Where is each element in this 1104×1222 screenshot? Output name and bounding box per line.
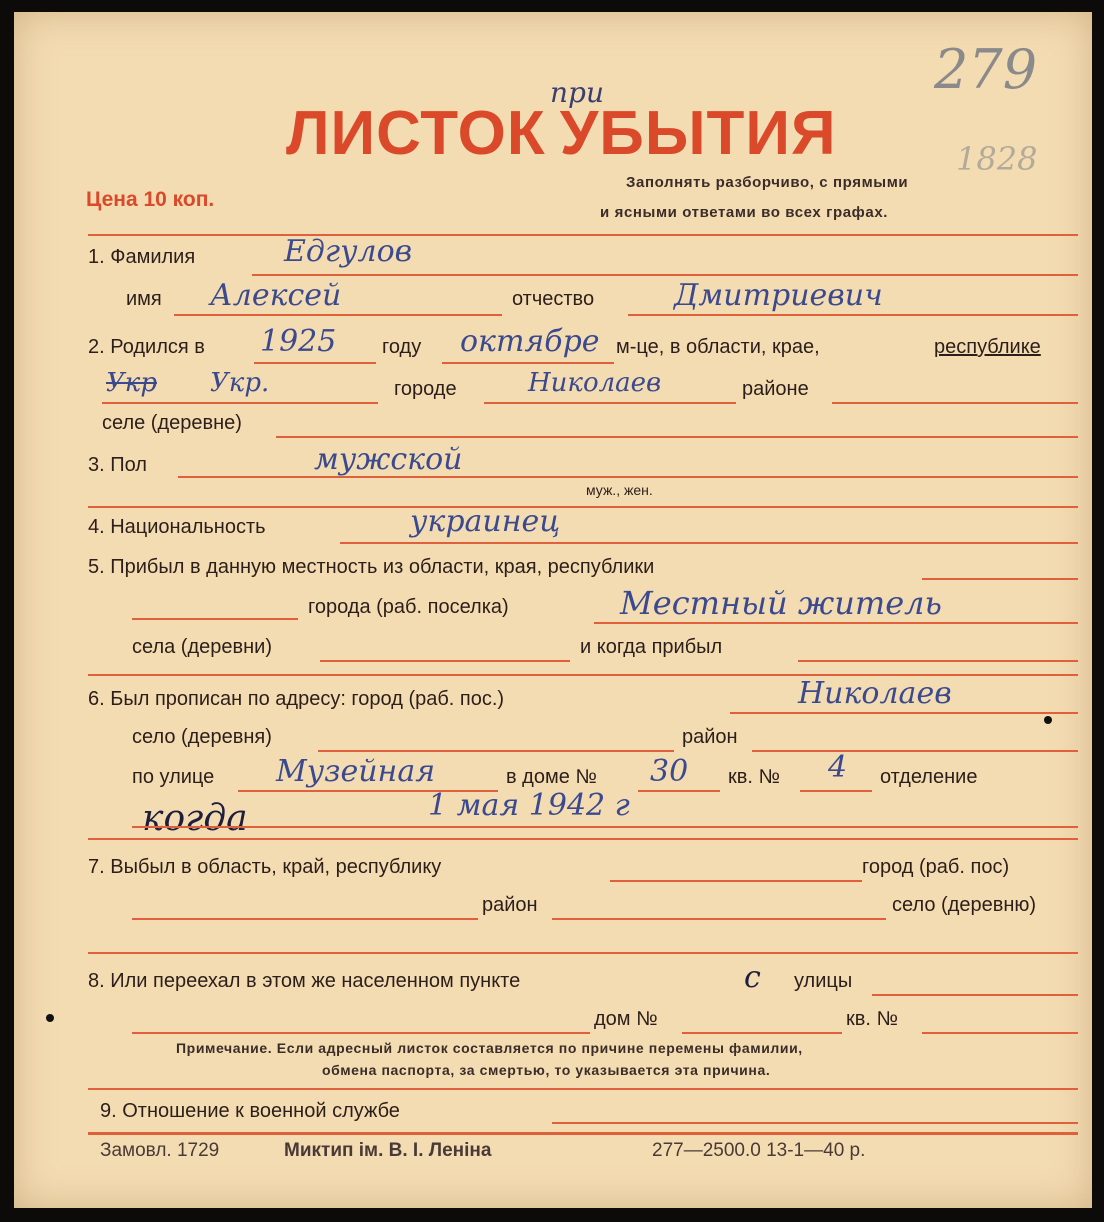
district-line xyxy=(832,402,1078,404)
nationality-value: украинец xyxy=(410,504,561,539)
birth-label: 2. Родился в xyxy=(88,336,205,358)
surname-label: 1. Фамилия xyxy=(88,246,196,268)
house-value: 30 xyxy=(650,754,689,789)
patronymic-label: отчество xyxy=(512,288,595,310)
ink-mark xyxy=(1044,716,1052,724)
birth-year-line xyxy=(254,362,376,364)
archive-number: 279 xyxy=(934,38,1038,101)
section3-divider xyxy=(88,506,1078,508)
moved-street-label: улицы xyxy=(794,970,853,992)
registered-city-value: Николаев xyxy=(798,676,952,711)
sex-label: 3. Пол xyxy=(88,454,147,476)
moved-apt-label: кв. № xyxy=(846,1008,898,1030)
instruction-line2: и ясными ответами во всех графах. xyxy=(600,204,889,221)
reg-village-line xyxy=(318,750,674,752)
departed-region-line xyxy=(610,880,862,882)
header-divider xyxy=(88,234,1078,236)
arrived-village-line xyxy=(320,660,570,662)
street-value: Музейная xyxy=(276,754,436,789)
village-line xyxy=(276,436,1078,438)
patronymic-value: Дмитриевич xyxy=(674,278,883,313)
arrived-when-label: и когда прибыл xyxy=(580,636,723,658)
nationality-line xyxy=(340,542,1078,544)
apt-label: кв. № xyxy=(728,766,780,788)
title-part1: ЛИСТОК xyxy=(286,99,546,168)
birth-month-line xyxy=(442,362,614,364)
nationality-label: 4. Национальность xyxy=(88,516,266,538)
title-handwritten-insert: при xyxy=(550,76,604,109)
footer-order: Замовл. 1729 xyxy=(100,1140,220,1161)
instruction-line1: Заполнять разборчиво, с прямыми xyxy=(626,174,909,191)
footer-printer: Миктип ім. В. І. Леніна xyxy=(284,1140,492,1161)
department-label: отделение xyxy=(880,766,978,788)
departed-village-label: село (деревню) xyxy=(892,894,1037,916)
house-label: в доме № xyxy=(506,766,597,788)
sex-value: мужской xyxy=(314,442,463,477)
registered-label: 6. Был прописан по адресу: город (раб. пос.) xyxy=(88,688,505,710)
moved-house-line xyxy=(682,1032,842,1034)
reg-district-line xyxy=(752,750,1078,752)
patronymic-line xyxy=(628,314,1078,316)
archive-number-secondary: 1828 xyxy=(956,140,1038,178)
departed-city-label: город (раб. пос) xyxy=(862,856,1010,878)
republic-value: Укр. xyxy=(210,368,270,398)
sex-hint: муж., жен. xyxy=(586,482,653,498)
when-line xyxy=(132,826,1078,828)
birth-year-value: 1925 xyxy=(260,324,337,359)
departed-label: 7. Выбыл в область, край, республику xyxy=(88,856,442,878)
moved-street-line xyxy=(872,994,1078,996)
arrived-label: 5. Прибыл в данную местность из области, края, республики xyxy=(88,556,655,578)
arrived-city-label: города (раб. поселка) xyxy=(308,596,509,618)
arrived-city-line xyxy=(594,622,1078,624)
arrived-region-line xyxy=(922,578,1078,580)
district-label: районе xyxy=(742,378,809,400)
when-label-handwritten: когда xyxy=(142,798,248,839)
section7-divider xyxy=(88,952,1078,954)
apt-value: 4 xyxy=(828,750,848,785)
when-value: 1 мая 1942 г xyxy=(428,788,630,823)
name-label: имя xyxy=(126,288,162,310)
birth-city-value: Николаев xyxy=(528,368,662,398)
house-line xyxy=(638,790,720,792)
name-value: Алексей xyxy=(210,278,342,313)
name-line xyxy=(174,314,502,316)
registered-city-line xyxy=(730,712,1078,714)
birth-city-line xyxy=(484,402,736,404)
republic-label: республике xyxy=(934,336,1041,358)
arrived-when-line xyxy=(798,660,1078,662)
sex-line xyxy=(178,476,1078,478)
moved-from-value: с xyxy=(744,960,761,995)
year-label: году xyxy=(382,336,422,358)
military-line xyxy=(552,1122,1078,1124)
arrived-village-label: села (деревни) xyxy=(132,636,273,658)
moved-line xyxy=(132,1032,590,1034)
departed-district-label: район xyxy=(482,894,538,916)
address-sheet xyxy=(14,12,1092,1208)
note-line1: Примечание. Если адресный листок составляется по причине перемены фамилии, xyxy=(176,1040,803,1056)
month-label: м-це, в области, крае, xyxy=(616,336,820,358)
arrived-value: Местный житель xyxy=(620,584,942,622)
birth-month-value: октябре xyxy=(460,324,600,359)
note-divider xyxy=(88,1088,1078,1090)
republic-struck-value: Укр xyxy=(106,368,157,398)
arrived-region-line2 xyxy=(132,618,298,620)
moved-apt-line xyxy=(922,1032,1078,1034)
street-label: по улице xyxy=(132,766,215,788)
republic-line xyxy=(102,402,378,404)
title-part2: УБЫТИЯ xyxy=(559,99,837,168)
footer-divider xyxy=(88,1132,1078,1135)
military-label: 9. Отношение к военной службе xyxy=(100,1100,400,1122)
ink-mark xyxy=(46,1014,54,1022)
moved-house-label: дом № xyxy=(594,1008,658,1030)
surname-line xyxy=(252,274,1078,276)
city-label: городе xyxy=(394,378,457,400)
price-label: Цена 10 коп. xyxy=(86,188,215,211)
note-line2: обмена паспорта, за смертью, то указывается эта причина. xyxy=(322,1062,771,1078)
departed-district-line xyxy=(552,918,886,920)
surname-value: Едгулов xyxy=(284,234,413,269)
section6-divider xyxy=(88,838,1078,840)
apt-line xyxy=(800,790,872,792)
departed-city-line xyxy=(132,918,478,920)
reg-district-label: район xyxy=(682,726,738,748)
footer-run: 277—2500.0 13-1—40 р. xyxy=(652,1140,866,1161)
reg-village-label: село (деревня) xyxy=(132,726,272,748)
moved-label: 8. Или переехал в этом же населенном пункте xyxy=(88,970,521,992)
village-label: селе (деревне) xyxy=(102,412,242,434)
